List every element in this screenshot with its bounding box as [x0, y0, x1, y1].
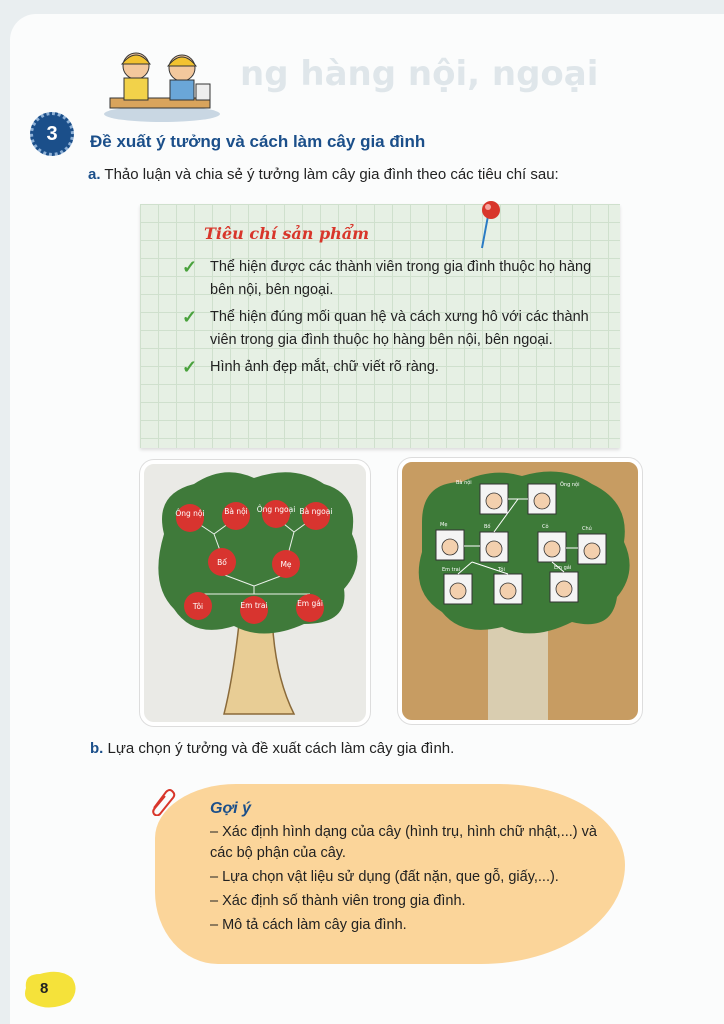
push-pin-icon — [478, 200, 502, 250]
portrait-label: Tôi — [498, 567, 505, 573]
apple-label: Bà ngoại — [299, 507, 333, 516]
section-title: Đề xuất ý tưởng và cách làm cây gia đình — [90, 132, 426, 151]
portrait-label: Em gái — [554, 565, 572, 571]
criteria-item: ✓ Thể hiện đúng mối quan hệ và cách xưng hô với các thành viên trong gia đình thuộc họ hàng bên nội, bên ngoại. — [182, 307, 589, 348]
section-number: 3 — [46, 122, 58, 145]
apple-label: Mẹ — [280, 560, 292, 569]
check-icon: ✓ — [182, 257, 198, 277]
criteria-item: ✓ Thể hiện được các thành viên trong gia đình thuộc họ hàng bên nội, bên ngoại. — [182, 257, 592, 298]
hint-list — [210, 822, 620, 939]
apple-tree-illustration — [144, 464, 366, 722]
portrait-label: Mẹ — [440, 522, 448, 528]
page-number: 8 — [40, 980, 49, 997]
apple-label: Bố — [217, 558, 227, 567]
part-b-letter: b. — [90, 740, 104, 757]
section-number-badge — [30, 112, 74, 156]
hint-item: – Mô tả cách làm cây gia đình. — [210, 917, 407, 933]
children-illustration — [96, 44, 226, 124]
check-icon: ✓ — [182, 307, 198, 327]
check-icon: ✓ — [182, 357, 198, 377]
criteria-item: ✓ Hình ảnh đẹp mắt, chữ viết rõ ràng. — [182, 357, 439, 377]
part-b — [90, 740, 454, 757]
apple-label: Ông ngoại — [256, 505, 296, 514]
page-number-splash — [20, 968, 80, 1010]
apple-label: Tôi — [192, 602, 204, 611]
criteria-card — [140, 204, 620, 448]
criteria-list — [180, 256, 610, 383]
photo-portrait-family-tree — [398, 458, 642, 724]
apple-label: Ông nội — [175, 509, 205, 518]
paperclip-icon — [146, 786, 176, 816]
photo-apple-family-tree — [140, 460, 370, 726]
criteria-title: Tiêu chí sản phẩm — [204, 224, 370, 243]
portrait-label: Bố — [484, 524, 491, 530]
part-b-text: Lựa chọn ý tưởng và đề xuất cách làm cây gia đình. — [107, 740, 455, 757]
portrait-label: Ông nội — [560, 482, 580, 488]
portrait-label: Chú — [582, 526, 592, 532]
hint-title: Gợi ý — [210, 800, 251, 817]
portrait-label: Bà nội — [456, 480, 472, 486]
apple-label: Em trai — [240, 601, 268, 610]
portrait-label: Em trai — [442, 567, 461, 573]
page-number-badge — [20, 968, 80, 1010]
part-a-letter: a. — [88, 166, 101, 183]
textbook-page — [10, 14, 724, 1024]
hint-item: – Lựa chọn vật liệu sử dụng (đất nặn, que gỗ, giấy,...). — [210, 869, 559, 885]
hint-item: – Xác định hình dạng của cây (hình trụ, hình chữ nhật,...) và các bộ phận của cây. — [210, 824, 597, 861]
bleed-through-text: ng hàng nội, ngoại — [240, 54, 599, 94]
part-a-text: Thảo luận và chia sẻ ý tưởng làm cây gia đình theo các tiêu chí sau: — [104, 166, 559, 183]
portrait-label: Cô — [542, 524, 549, 530]
portrait-tree-illustration — [402, 462, 638, 720]
apple-label: Bà nội — [224, 507, 248, 516]
apple-label: Em gái — [297, 599, 323, 608]
hint-item: – Xác định số thành viên trong gia đình. — [210, 893, 466, 909]
part-a — [88, 166, 559, 183]
